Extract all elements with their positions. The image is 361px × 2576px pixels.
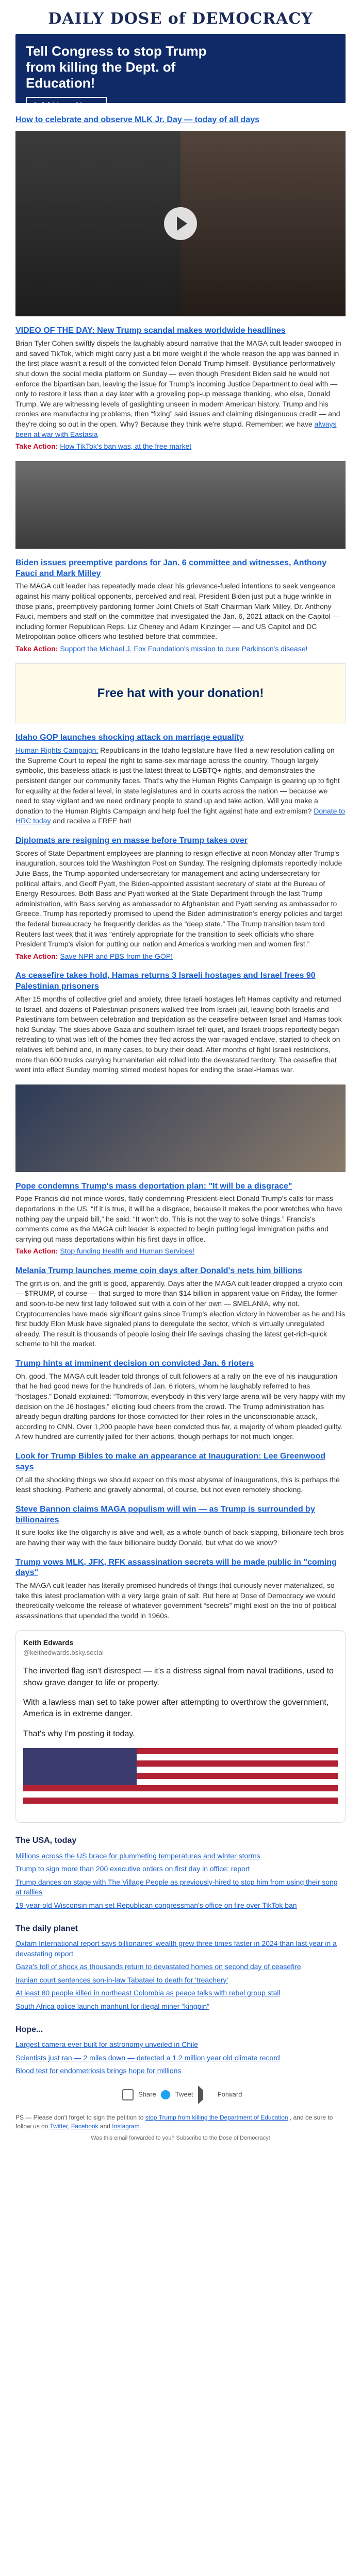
video-right-frame (180, 131, 346, 316)
banner-line3: Education! (26, 75, 95, 91)
story-assassination (15, 1557, 346, 1621)
story-pardons (15, 558, 346, 654)
list-item (15, 1975, 346, 1986)
mlk-day-link[interactable]: How to celebrate and observe MLK Jr. Day — today of all days (15, 115, 260, 124)
forward-icon[interactable] (198, 2086, 212, 2104)
post-handle: @keithedwards.bsky.social (23, 1649, 104, 1657)
mlk-photo (15, 461, 346, 549)
instagram-link[interactable]: Instagram (112, 2122, 140, 2130)
list-item (15, 2002, 346, 2012)
post-paragraph: The inverted flag isn't disrespect — it's a distress signal from naval traditions, used to show grave danger to life or property. (23, 1667, 334, 1687)
story-headline[interactable]: Diplomats are resigning en masse before Trump takes over (15, 836, 248, 845)
story-body (15, 338, 346, 439)
hope-link[interactable]: Blood test for endometriosis brings hope for millions (15, 2066, 182, 2075)
footer (15, 2113, 346, 2143)
story-text: Brian Tyler Cohen swiftly dispels the laughably absurd narrative that the MAGA cult leader swooped in and saved TikTok, which might carry just a bit more weight if the whole reason the app was banned in the first place wasn't a result of the convicted felon Donald Trump himself. Bystifiance performatively shut down the social media platform on Sunday — even though President Biden said he would not enforce the bipartisan ban, leaving the issue for Trump's incoming Justice Department to deal with — only to restore it less than a day later with a groveling pop-up message thanking, who else, Donald Trump. We are witnessing levels of gaslighting unseen in modern American history. Trump and his cronies are manufacturing problems, then “fixing” said issues and claiming disingenuous credit — and they're doing so out in the open. Why? Because they think we're stupid. Remember: we have (15, 339, 341, 428)
ps-pre: PS — Please don't forget to sign the petition to (15, 2113, 144, 2121)
take-action-label: Take Action: (15, 1247, 58, 1256)
video-left-frame (15, 131, 180, 316)
hrc-label[interactable]: Human Rights Campaign: (15, 746, 99, 755)
usa-list (15, 1851, 346, 1911)
story-headline[interactable]: VIDEO OF THE DAY: New Trump scandal makes worldwide headlines (15, 326, 286, 335)
forward-label[interactable]: Forward (217, 2090, 242, 2098)
list-item (15, 1851, 346, 1861)
story-meme-coin (15, 1266, 346, 1349)
story-idaho-gop (15, 733, 346, 826)
story-pope (15, 1181, 346, 1257)
story-headline[interactable]: Pope condemns Trump's mass deportation plan: "It will be a disgrace" (15, 1181, 292, 1191)
story-body: Oh, good. The MAGA cult leader told throngs of cult followers at a rally on the eve of his inauguration that he had good news for the hundreds of Jan. 6 rioters, whom he laughably referred to has “hostages.” Donald explained: “Tomorrow, everybody in this very large arena will be very happy with my decision on the J6 hostages,” eliciting loud cheers from the crowd. The Trump administration has already begun drafting pardons for those convicted for their roles in the unconscionable attack, according to CNN. Over 1,200 people have been convicted thus far, a majority of whom pleaded guilty. A few hundred are currently jailed for their actions, though perhaps for not much longer. (15, 1371, 346, 1441)
story-body: Of all the shocking things we should expect on this most abysmal of inaugurations, this is perhaps the least shocking. Patheric and gravely abnormal, of course, but not even remotely shocking. (15, 1475, 340, 1494)
story-headline[interactable]: Idaho GOP launches shocking attack on marriage equality (15, 733, 244, 742)
list-item (15, 1877, 346, 1897)
planet-link[interactable]: Oxfam International report says billionaires' wealth grew three times faster in 2024 than last year in a devastating report (15, 1939, 337, 1958)
take-action-link[interactable]: Support the Michael J. Fox Foundation's mission to cure Parkinson's disease! (60, 644, 308, 653)
add-name-button[interactable]: Add Your Name (26, 97, 107, 116)
ps-text: PS — Please don't forget to sign the petition to stop Trump from killing the Department of Education , and be sure to follow us on Twitter, Facebook and Instagram. (15, 2113, 333, 2130)
share-icon[interactable] (122, 2089, 134, 2100)
list-item (15, 2040, 346, 2050)
take-action-link[interactable]: Stop funding Health and Human Services! (60, 1247, 195, 1256)
story-body: After 15 months of collective grief and anxiety, three Israeli hostages left Hamas captivity and returned to Israel, and dozens of Palestinian prisoners walked free from Israeli jail, leaving both Israelis and Palestinians torn between celebration and trepidation as the ceasefire between Israel and Hamas took hold Sunday. The skies above Gaza and southern Israel fell quiet, and Israeli troops reportedly began retreating to what was left of the homes they fled across the war-ravaged enclave, started to check on relatives left behind and, in many cases, to bury their dead. After months of fight Israeli restrictions, more than 600 trucks carrying humanitarian aid rolled into the devastated territory. The ceasefire that went into effect Sunday morning stirred modest hopes for ending the Israel-Hamas war. (15, 994, 342, 1074)
story-bibles (15, 1451, 346, 1495)
section-usa-title: The USA, today (15, 1836, 77, 1845)
forwarded-note[interactable]: Was this email forwarded to you? Subscribe to the Dose of Democracy! (91, 2135, 270, 2142)
planet-link[interactable]: At least 80 people killed in northeast Colombia as peace talks with rebel group stall (15, 1989, 281, 1997)
usa-link[interactable]: Trump to sign more than 200 executive orders on first day in office: report (15, 1865, 250, 1873)
masthead: DAILY DOSE of DEMOCRACY (48, 10, 313, 28)
hope-link[interactable]: Largest camera ever built for astronomy unveiled in Chile (15, 2040, 199, 2048)
section-planet-title: The daily planet (15, 1924, 78, 1933)
donate-hrc-link[interactable]: Donate to HRC today (15, 806, 345, 825)
story-jan6 (15, 1359, 346, 1442)
petition-banner[interactable] (15, 34, 346, 111)
section-hope-title: Hope... (15, 2025, 43, 2034)
take-action-label: Take Action: (15, 442, 58, 451)
take-action (15, 442, 346, 452)
take-action (15, 952, 346, 962)
usa-link[interactable]: 19-year-old Wisconsin man set Republican congressman's office on fire over TikTok ban (15, 1901, 297, 1909)
play-icon[interactable] (164, 207, 197, 240)
take-action (15, 1246, 346, 1257)
story-body: The MAGA cult leader has repeatedly made clear his grievance-fueled intentions to seek vengeance against his many political opponents, perceived and real. President Biden just put a huge wrinkle in those plans, preemptively pardoning former Joint Chiefs of Staff Chairman Mark Milley, Dr. Anthony Fauci, members and staff on the committee that investigated the Jan. 6, 2021 attack on the Capitol — including former Republican Reps. Liz Cheney and Adam Kinzinger — and US Capitol and DC Metropolitan police officers who testified before that committee. (15, 582, 340, 641)
story-body: The MAGA cult leader has literally promised hundreds of things that curiously never materialized, so take this latest proclamation with a very large grain of salt. But here at Dose of Democracy we would theoretically welcome the release of whatever government “secrets” might exist on the trio of political assassinations that upended the world in 1960s. (15, 1581, 337, 1620)
planet-link[interactable]: Iranian court sentences son-in-law Tabataei to death for 'treachery' (15, 1975, 228, 1984)
take-action-link[interactable]: Save NPR and PBS from the GOP! (60, 952, 173, 960)
tweet-label[interactable]: Tweet (175, 2090, 193, 2098)
story-headline[interactable]: As ceasefire takes hold, Hamas returns 3 Israeli hostages and Israel frees 90 Palestinian prisoners (15, 971, 316, 991)
banner-line2: from killing the Dept. of (26, 59, 176, 75)
list-item (15, 2053, 346, 2063)
hope-link[interactable]: Scientists just ran — 2 miles down — detected a 1.2 million year old climate record (15, 2053, 280, 2062)
banner-title (26, 43, 335, 92)
story-inline-link[interactable]: always been at war with Eastasia (15, 419, 337, 438)
take-action (15, 644, 346, 654)
take-action-label: Take Action: (15, 952, 58, 960)
twitter-link[interactable]: Twitter (50, 2122, 68, 2130)
newsletter (15, 0, 346, 2143)
usa-link[interactable]: Millions across the US brace for plummeting temperatures and winter storms (15, 1851, 260, 1860)
story-headline[interactable]: Look for Trump Bibles to make an appearance at Inauguration: Lee Greenwood says (15, 1451, 325, 1471)
planet-link[interactable]: South Africa police launch manhunt for illegal miner “kingpin” (15, 2002, 209, 2010)
list-item (15, 1901, 346, 1911)
take-action-link[interactable]: How TikTok's ban was, at the free market (60, 442, 192, 451)
planet-list (15, 1939, 346, 2012)
story-body: The grift is on, and the grift is good, apparently. Days after the MAGA cult leader dropped a crypto coin — $TRUMP, of course — that surged to more than $14 billion in apparent value on Friday, the former and soon-to-be new first lady followed suit with a coin of her own — $MELANIA, why not. Cryptocurrencies have made significant gains since Trump's election victory in November as he and his first buddy Elon Musk have signaled plans to deregulate the sector, which is virtually unregulated already. The result is thousands of people losing their life savings chasing the latest get-rich-quick scheme to hit the market. (15, 1279, 346, 1348)
ps-mid: , and be sure to follow us on (15, 2113, 333, 2130)
take-action-label: Take Action: (15, 644, 58, 653)
list-item (15, 1988, 346, 1998)
free-hat-ad[interactable]: Free hat with your donation! (15, 663, 346, 723)
story-headline[interactable]: Trump hints at imminent decision on convicted Jan. 6 rioters (15, 1359, 254, 1368)
ps-petition-link[interactable]: stop Trump from killing the Department of Education (145, 2113, 288, 2121)
video-thumbnail[interactable] (15, 131, 346, 316)
inverted-flag-image (23, 1748, 338, 1810)
story-diplomats (15, 836, 346, 961)
story-body (15, 745, 346, 826)
story-body: Scores of State Department employees are planning to resign effective at noon Monday after Trump's inauguration, sources told the Washington Post on Sunday. The resigning diplomats reportedly include Julie Bass, the Trump-appointed undersecretary for management and acting undersecretary for political affairs, and Geoff Pyatt, the Biden-appointed assistant secretary of state at the Bureau of Energy Resources. Both Bass and Pyatt worked at the State Department through the last Trump administration, with Bass serving as ambassador to Afghanistan and Pyatt serving as ambassador to Greece. Trump has reportedly promised to upend the Biden administration's energy policies and target the federal bureaucracy he frequently derides as the “deep state.” The Trump transition team told Reuters last week that it was “entirely appropriate for the transition to seek officials who share President Trump's vision for putting our nation and America's working men and women first.” (15, 849, 342, 948)
banner-line1: Tell Congress to stop Trump (26, 43, 207, 59)
planet-link[interactable]: Gaza's toll of shock as thousands return to devastated homes on second day of ceasefire (15, 1962, 301, 1971)
embedded-post[interactable] (15, 1630, 346, 1823)
story-after: and receive a FREE hat! (53, 817, 132, 825)
list-item (15, 1962, 346, 1972)
usa-link[interactable]: Trump dances on stage with The Village People as previously-hired to stop him from using their song at rallies (15, 1877, 338, 1896)
facebook-link[interactable]: Facebook (71, 2122, 99, 2130)
story-headline[interactable]: Steve Bannon claims MAGA populism will win — as Trump is surrounded by billionaires (15, 1504, 315, 1524)
and-text: and (100, 2122, 110, 2130)
story-headline[interactable]: Biden issues preemptive pardons for Jan. 6 committee and witnesses, Anthony Fauci and Mark Milley (15, 558, 327, 578)
post-paragraph: With a lawless man set to take power after attempting to overthrow the government, America is in extreme danger. (23, 1698, 329, 1719)
story-headline[interactable]: Trump vows MLK, JFK, RFK assassination secrets will be made public in "coming days" (15, 1557, 337, 1578)
story-body: Pope Francis did not mince words, flatly condemning President-elect Donald Trump's calls for mass deportations in the US. “If it is true, it will be a disgrace, because it makes the poor wretches who have nothing pay the unpaid bill,” he said. “It won't do. This is not the way to solve things.” Francis's comments come as the MAGA cult leader is expected to begin putting legal immigration paths and carrying out mass deportations within his first days in office. (15, 1194, 342, 1243)
list-item (15, 1864, 346, 1874)
story-bannon (15, 1504, 346, 1548)
list-item (15, 2066, 346, 2076)
post-paragraph: That's why I'm posting it today. (23, 1729, 135, 1738)
story-ceasefire (15, 971, 346, 1075)
hope-list (15, 2040, 346, 2076)
trump-photo (15, 1084, 346, 1172)
tweet-icon[interactable] (161, 2090, 170, 2099)
story-video-of-day (15, 326, 346, 451)
post-author: Keith Edwards (23, 1638, 74, 1647)
list-item (15, 1939, 346, 1959)
story-body: It sure looks like the oligarchy is alive and well, as a whole bunch of back-slapping, billionaire tech bros are having their way with the faux billionaire buddy Donald, but what do we know? (15, 1528, 344, 1547)
post-text (23, 1666, 338, 1740)
share-label[interactable]: Share (138, 2090, 156, 2098)
story-headline[interactable]: Melania Trump launches meme coin days after Donald's nets him billions (15, 1266, 302, 1276)
story-text: Republicans in the Idaho legislature have filed a new resolution calling on the Supreme Court to repeal the right to same-sex marriage across the country. Though largely symbolic, this baseless attack is just the latest threat to LGBTQ+ rights, and demonstrates the persistent danger our community faces. That's why the Human Rights Campaign is gearing up to fight for equality at the federal level, in state legislatures and in courts across the nation — because we need to stay vigilant and we need ordinary people to stand up and take action. Will you make a donation to the Human Rights Campaign and help fuel the fight against hate and extremism? (15, 746, 340, 815)
share-bar (15, 2086, 346, 2104)
